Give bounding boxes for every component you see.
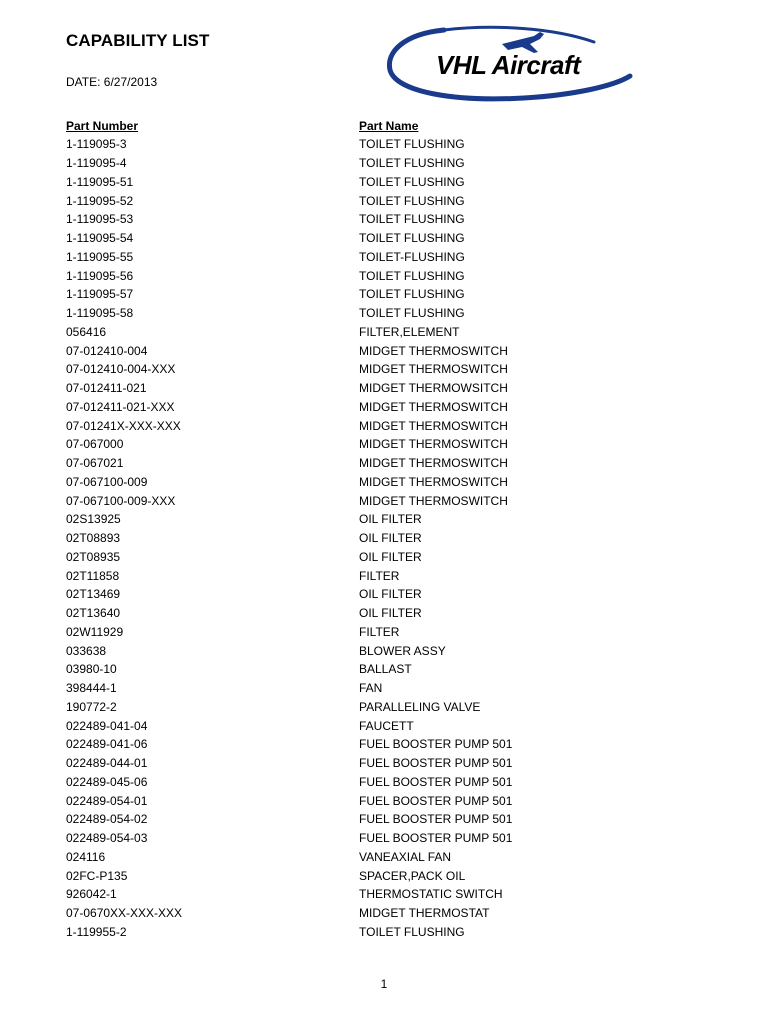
part-number-cell: 1-119095-58 [66, 306, 134, 321]
part-number-cell: 1-119095-57 [66, 287, 134, 302]
table-body [66, 135, 626, 941]
part-number-cell: 1-119095-51 [66, 174, 134, 189]
part-name-cell: OIL FILTER [359, 549, 422, 564]
part-number-cell: 1-119095-4 [66, 156, 127, 171]
table-row [66, 810, 626, 829]
part-number-cell: 1-119095-53 [66, 212, 134, 227]
part-name-cell: VANEAXIAL FAN [359, 849, 452, 864]
table-row [66, 585, 626, 604]
table-row [66, 266, 626, 285]
table-row [66, 416, 626, 435]
part-name-cell: FUEL BOOSTER PUMP 501 [359, 756, 513, 771]
part-name-cell: MIDGET THERMOSWITCH [359, 343, 508, 358]
table-row [66, 904, 626, 923]
part-number-cell: 022489-054-02 [66, 812, 148, 827]
part-name-cell: MIDGET THERMOSWITCH [359, 474, 508, 489]
part-name-cell: OIL FILTER [359, 531, 422, 546]
table-row [66, 379, 626, 398]
table-row [66, 398, 626, 417]
table-row [66, 548, 626, 567]
table-row [66, 791, 626, 810]
part-name-cell: MIDGET THERMOWSITCH [359, 381, 508, 396]
table-row [66, 848, 626, 867]
part-number-cell: 07-01241X-XXX-XXX [66, 418, 181, 433]
part-number-cell: 07-067021 [66, 456, 124, 471]
part-name-cell: FILTER,ELEMENT [359, 324, 460, 339]
part-number-cell: 07-012411-021-XXX [66, 399, 175, 414]
part-name-cell: TOILET FLUSHING [359, 193, 465, 208]
table-row [66, 154, 626, 173]
table-row [66, 435, 626, 454]
part-number-cell: 02W11929 [66, 624, 124, 639]
part-number-cell: 024116 [66, 849, 106, 864]
table-row [66, 623, 626, 642]
part-name-cell: MIDGET THERMOSWITCH [359, 493, 508, 508]
part-number-cell: 03980-10 [66, 662, 117, 677]
part-name-cell: TOILET FLUSHING [359, 287, 465, 302]
part-name-cell: OIL FILTER [359, 587, 422, 602]
column-header-part-number: Part Number [66, 118, 139, 133]
part-name-cell: FUEL BOOSTER PUMP 501 [359, 774, 513, 789]
table-row [66, 473, 626, 492]
vhl-aircraft-logo [384, 22, 636, 102]
part-name-cell: OIL FILTER [359, 606, 422, 621]
table-row [66, 829, 626, 848]
part-number-cell: 07-012410-004-XXX [66, 362, 176, 377]
page-number: 1 [380, 977, 388, 991]
part-number-cell: 1-119095-56 [66, 268, 134, 283]
table-row [66, 285, 626, 304]
part-number-cell: 07-067000 [66, 437, 124, 452]
part-number-cell: 022489-044-01 [66, 756, 148, 771]
table-row [66, 773, 626, 792]
part-number-cell: 022489-041-04 [66, 718, 148, 733]
table-row [66, 360, 626, 379]
part-number-cell: 02T13640 [66, 606, 121, 621]
part-name-cell: FUEL BOOSTER PUMP 501 [359, 831, 513, 846]
part-name-cell: TOILET FLUSHING [359, 268, 465, 283]
table-row [66, 529, 626, 548]
document-date: DATE: 6/27/2013 [66, 75, 158, 89]
part-number-cell: 07-012410-004 [66, 343, 148, 358]
table-row [66, 173, 626, 192]
table-row [66, 510, 626, 529]
table-row [66, 566, 626, 585]
table-row [66, 341, 626, 360]
part-name-cell: FAN [359, 681, 383, 696]
part-name-cell: FILTER [359, 568, 400, 583]
part-number-cell: 1-119095-55 [66, 249, 134, 264]
part-name-cell: TOILET FLUSHING [359, 174, 465, 189]
table-row [66, 604, 626, 623]
part-name-cell: MIDGET THERMOSWITCH [359, 456, 508, 471]
part-number-cell: 07-012411-021 [66, 381, 147, 396]
part-number-cell: 02T08893 [66, 531, 121, 546]
part-name-cell: MIDGET THERMOSTAT [359, 906, 490, 921]
part-number-cell: 02T13469 [66, 587, 121, 602]
part-number-cell: 02T08935 [66, 549, 121, 564]
table-row [66, 698, 626, 717]
part-name-cell: TOILET FLUSHING [359, 306, 465, 321]
part-name-cell: FILTER [359, 624, 400, 639]
part-number-cell: 190772-2 [66, 699, 117, 714]
part-number-cell: 1-119095-54 [66, 231, 134, 246]
table-row [66, 660, 626, 679]
part-name-cell: SPACER,PACK OIL [359, 868, 466, 883]
part-name-cell: TOILET FLUSHING [359, 231, 465, 246]
part-name-cell: OIL FILTER [359, 512, 422, 527]
part-name-cell: TOILET FLUSHING [359, 137, 465, 152]
table-row [66, 735, 626, 754]
part-name-cell: TOILET-FLUSHING [359, 249, 465, 264]
table-row [66, 248, 626, 267]
table-row [66, 323, 626, 342]
part-number-cell: 022489-041-06 [66, 737, 148, 752]
part-name-cell: FUEL BOOSTER PUMP 501 [359, 793, 513, 808]
table-row [66, 454, 626, 473]
part-number-cell: 1-119095-3 [66, 137, 127, 152]
part-name-cell: TOILET FLUSHING [359, 156, 465, 171]
table-row [66, 210, 626, 229]
part-number-cell: 033638 [66, 643, 107, 658]
table-row [66, 304, 626, 323]
table-header-row [66, 116, 626, 135]
part-name-cell: MIDGET THERMOSWITCH [359, 399, 508, 414]
part-number-cell: 02S13925 [66, 512, 121, 527]
part-name-cell: BALLAST [359, 662, 412, 677]
part-name-cell: FAUCETT [359, 718, 414, 733]
capability-table [66, 116, 626, 941]
document-title: CAPABILITY LIST [66, 31, 210, 50]
table-row [66, 716, 626, 735]
table-row [66, 491, 626, 510]
part-name-cell: BLOWER ASSY [359, 643, 446, 658]
part-number-cell: 926042-1 [66, 887, 117, 902]
part-number-cell: 02T11858 [66, 568, 120, 583]
table-row [66, 641, 626, 660]
table-row [66, 923, 626, 942]
part-name-cell: MIDGET THERMOSWITCH [359, 437, 508, 452]
part-name-cell: THERMOSTATIC SWITCH [359, 887, 503, 902]
part-number-cell: 07-067100-009-XXX [66, 493, 176, 508]
part-number-cell: 07-0670XX-XXX-XXX [66, 906, 183, 921]
part-number-cell: 056416 [66, 324, 107, 339]
part-number-cell: 1-119955-2 [66, 924, 127, 939]
part-name-cell: FUEL BOOSTER PUMP 501 [359, 812, 513, 827]
table-row [66, 754, 626, 773]
table-row [66, 191, 626, 210]
table-row [66, 885, 626, 904]
part-number-cell: 398444-1 [66, 681, 117, 696]
logo-wordmark: VHL Aircraft [436, 50, 581, 80]
part-number-cell: 02FC-P135 [66, 868, 128, 883]
part-number-cell: 1-119095-52 [66, 193, 134, 208]
column-header-part-name: Part Name [359, 118, 419, 133]
part-name-cell: TOILET FLUSHING [359, 924, 465, 939]
part-name-cell: MIDGET THERMOSWITCH [359, 362, 508, 377]
part-name-cell: TOILET FLUSHING [359, 212, 465, 227]
table-row [66, 229, 626, 248]
table-row [66, 679, 626, 698]
table-row [66, 866, 626, 885]
part-name-cell: FUEL BOOSTER PUMP 501 [359, 737, 513, 752]
table-row [66, 135, 626, 154]
part-name-cell: PARALLELING VALVE [359, 699, 481, 714]
part-number-cell: 07-067100-009 [66, 474, 148, 489]
part-number-cell: 022489-054-03 [66, 831, 148, 846]
part-number-cell: 022489-045-06 [66, 774, 148, 789]
part-number-cell: 022489-054-01 [66, 793, 148, 808]
part-name-cell: MIDGET THERMOSWITCH [359, 418, 508, 433]
